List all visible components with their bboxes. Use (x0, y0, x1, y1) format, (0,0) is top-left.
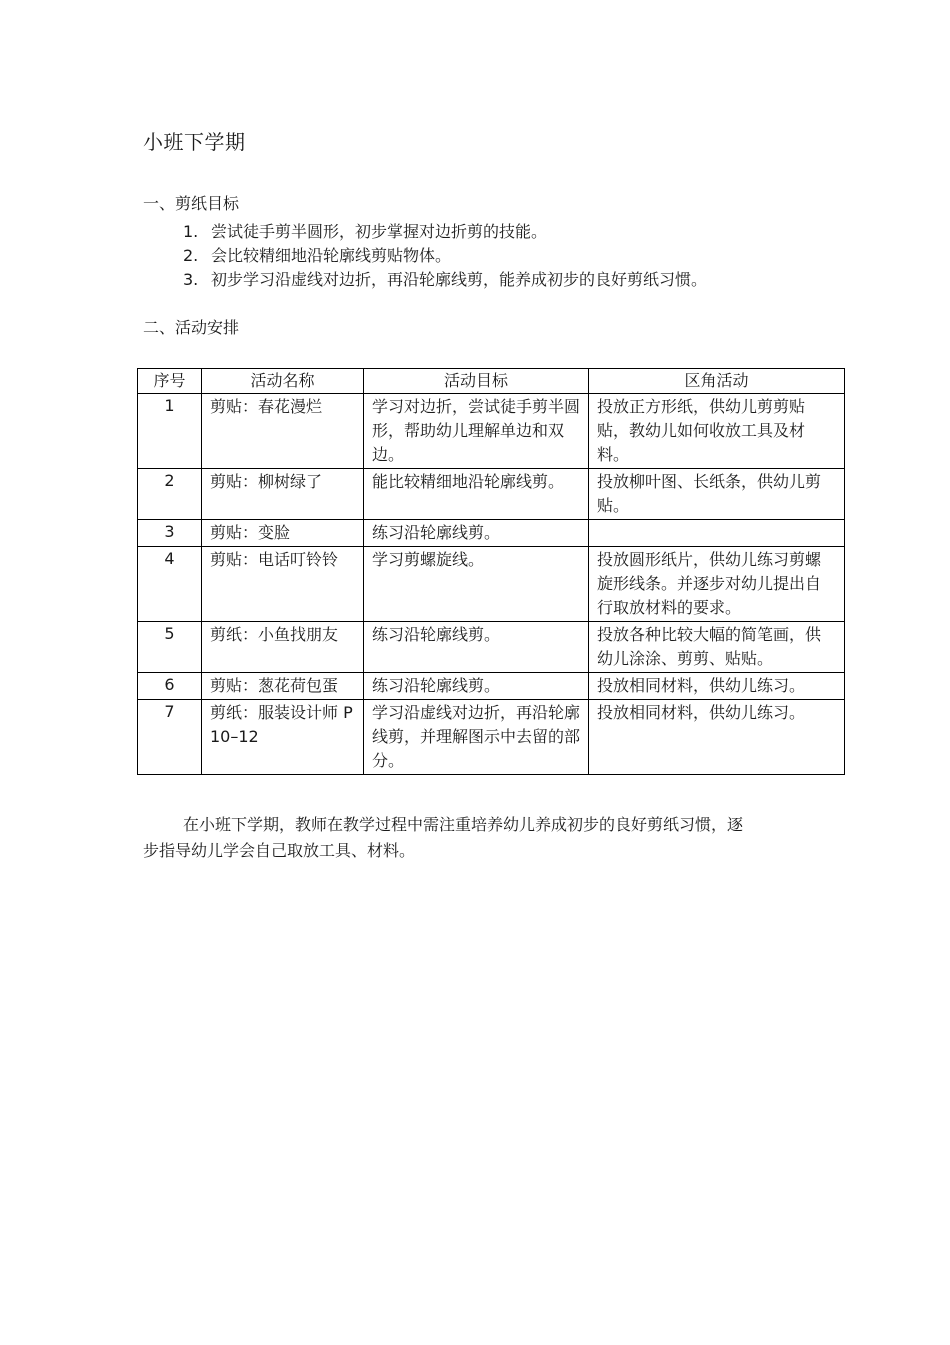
goal-text: 会比较精细地沿轮廓线剪贴物体。 (211, 246, 452, 265)
column-header-name: 活动名称 (202, 369, 364, 394)
cell-corner: 投放正方形纸，供幼儿剪剪贴贴，教幼儿如何收放工具及材料。 (589, 394, 845, 469)
cell-seq: 5 (138, 622, 202, 673)
closing-paragraph: 在小班下学期，教师在教学过程中需注重培养幼儿养成初步的良好剪纸习惯，逐步指导幼儿学会自己取放工具、材料。 (143, 815, 744, 860)
cell-name: 剪贴：柳树绿了 (202, 469, 364, 520)
cell-goal: 练习沿轮廓线剪。 (364, 673, 589, 700)
cell-name: 剪贴：葱花荷包蛋 (202, 673, 364, 700)
cell-seq: 6 (138, 673, 202, 700)
table-row (138, 394, 845, 469)
page-title: 小班下学期 (143, 130, 246, 154)
cell-corner: 投放圆形纸片，供幼儿练习剪螺旋形线条。并逐步对幼儿提出自行取放材料的要求。 (589, 547, 845, 622)
goal-item (183, 268, 707, 292)
cell-corner (589, 520, 845, 547)
cell-goal: 学习对边折，尝试徒手剪半圆形，帮助幼儿理解单边和双边。 (364, 394, 589, 469)
goal-list (183, 220, 707, 292)
goal-item (183, 244, 707, 268)
cell-goal: 学习剪螺旋线。 (364, 547, 589, 622)
table-row (138, 520, 845, 547)
goal-text: 初步学习沿虚线对边折，再沿轮廓线剪，能养成初步的良好剪纸习惯。 (211, 270, 708, 289)
cell-corner: 投放相同材料，供幼儿练习。 (589, 700, 845, 775)
cell-seq: 2 (138, 469, 202, 520)
section-heading-schedule: 二、活动安排 (143, 318, 240, 337)
cell-corner: 投放各种比较大幅的简笔画，供幼儿涂涂、剪剪、贴贴。 (589, 622, 845, 673)
cell-name: 剪纸：小鱼找朋友 (202, 622, 364, 673)
cell-seq: 3 (138, 520, 202, 547)
cell-goal: 练习沿轮廓线剪。 (364, 520, 589, 547)
cell-goal: 能比较精细地沿轮廓线剪。 (364, 469, 589, 520)
cell-name: 剪纸：服装设计师 P10–12 (202, 700, 364, 775)
table-row (138, 673, 845, 700)
cell-corner: 投放相同材料，供幼儿练习。 (589, 673, 845, 700)
table-row (138, 469, 845, 520)
table-row (138, 622, 845, 673)
table-row (138, 700, 845, 775)
cell-name: 剪贴：变脸 (202, 520, 364, 547)
column-header-corner: 区角活动 (589, 369, 845, 394)
section-heading-goals: 一、剪纸目标 (143, 194, 240, 213)
cell-corner: 投放柳叶图、长纸条，供幼儿剪贴。 (589, 469, 845, 520)
cell-seq: 4 (138, 547, 202, 622)
cell-goal: 练习沿轮廓线剪。 (364, 622, 589, 673)
goal-number: 3. (183, 270, 199, 289)
goal-item (183, 220, 707, 244)
column-header-goal: 活动目标 (364, 369, 589, 394)
activity-table (137, 368, 845, 775)
goal-text: 尝试徒手剪半圆形，初步掌握对边折剪的技能。 (211, 222, 548, 241)
table-row (138, 547, 845, 622)
goal-number: 2. (183, 246, 199, 265)
cell-name: 剪贴：春花漫烂 (202, 394, 364, 469)
cell-goal: 学习沿虚线对边折，再沿轮廓线剪，并理解图示中去留的部分。 (364, 700, 589, 775)
goal-number: 1. (183, 222, 199, 241)
column-header-seq: 序号 (138, 369, 202, 394)
cell-seq: 1 (138, 394, 202, 469)
cell-seq: 7 (138, 700, 202, 775)
table-header-row (138, 369, 845, 394)
cell-name: 剪贴：电话叮铃铃 (202, 547, 364, 622)
